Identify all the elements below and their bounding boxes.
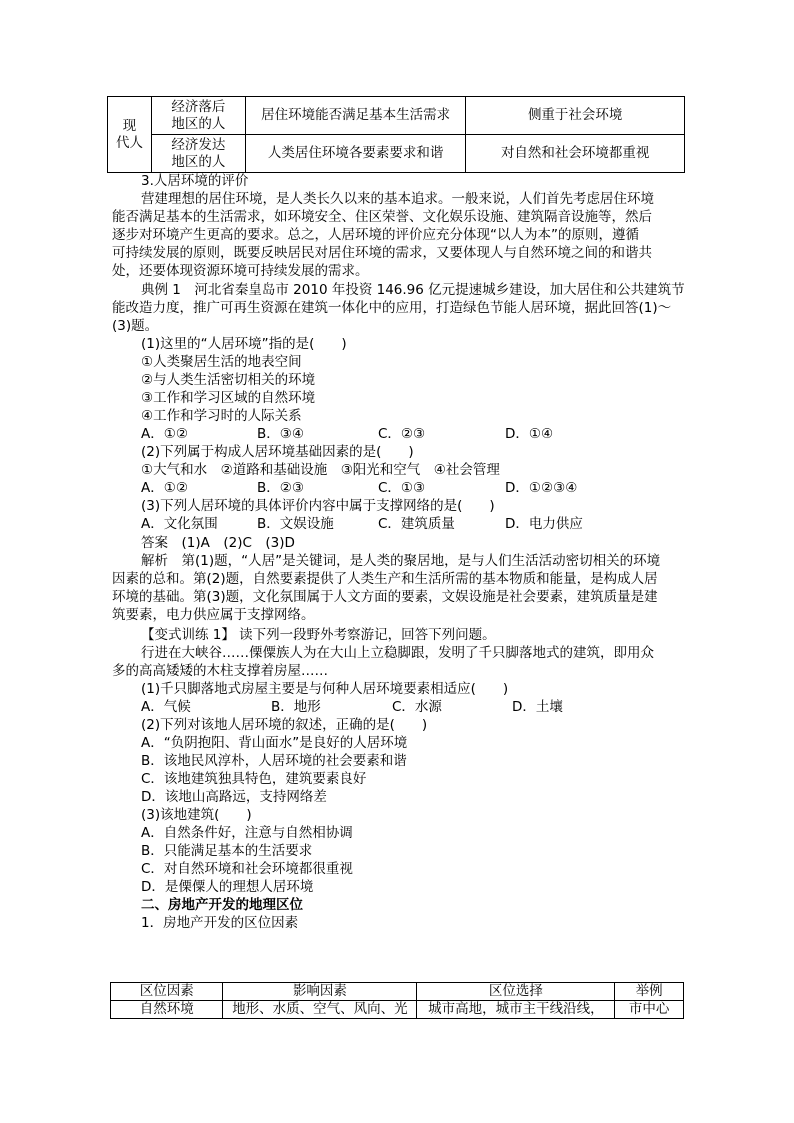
analysis-line: 环境的基础。第(3)题，文化氛围属于人文方面的要素，文娱设施是社会要素，建筑质量是建 [112, 589, 658, 605]
question-item: ②与人类生活密切相关的环境 [141, 372, 316, 388]
passage-line: 多的高高矮矮的木柱支撑着房屋…… [112, 663, 328, 679]
analysis-line: 因素的总和。第(2)题，自然要素提供了人类生产和生活所需的基本物质和能量，是构成人居 [112, 571, 658, 587]
example-line: 典例 1 河北省秦皇岛市 2010 年投资 146.96 亿元提速城乡建设，加大居住和公共建筑节 [141, 282, 685, 298]
table-cell: 经济发达 地区的人 [151, 135, 245, 173]
option: A．“负阴抱阳、背山面水”是良好的人居环境 [141, 735, 408, 751]
paragraph-line: 处，还要体现资源环境可持续发展的需求。 [112, 263, 369, 279]
table-cell: 人类居住环境各要素要求和谐 [245, 135, 466, 173]
section-title: 3.人居环境的评价 [141, 173, 249, 189]
option: B．只能满足基本的生活要求 [141, 843, 313, 859]
option: A．自然条件好，注意与自然相协调 [141, 825, 353, 841]
passage-line: 行进在大峡谷……傈僳族人为在大山上立稳脚跟，发明了千只脚落地式的建筑，即用众 [141, 645, 654, 661]
example-line: 能改造力度，推广可再生资源在建筑一体化中的应用，打造绿色节能人居环境，据此回答(1)～ [112, 300, 672, 316]
question-stem: (1)千只脚落地式房屋主要是与何种人居环境要素相适应( ) [141, 681, 509, 697]
options-row [141, 425, 611, 443]
option: C．该地建筑独具特色，建筑要素良好 [141, 771, 367, 787]
option: B．②③ [257, 480, 304, 496]
table-cell: 市中心 [615, 1001, 684, 1019]
options-row [141, 515, 611, 533]
option: C．对自然环境和社会环境都很重视 [141, 861, 353, 877]
question-stem: (3)该地建筑( ) [141, 807, 252, 823]
table-cell: 居住环境能否满足基本生活需求 [245, 97, 466, 135]
sub-heading: 1．房地产开发的区位因素 [141, 915, 299, 931]
group-label: 现 代人 [115, 117, 143, 151]
option: A．气候 [141, 699, 191, 715]
table-header: 举例 [615, 983, 684, 1001]
analysis-line: 解析 第(1)题，“人居”是关键词，是人类的聚居地，是与人们生活活动密切相关的环境 [141, 553, 661, 569]
option: B．该地民风淳朴，人居环境的社会要素和谐 [141, 753, 407, 769]
option: B．地形 [271, 699, 321, 715]
option: C．建筑质量 [378, 516, 455, 532]
question-item: ①人类聚居生活的地表空间 [141, 354, 302, 370]
table-cell: 经济落后 地区的人 [151, 97, 245, 135]
answer-line: 答案 (1)A (2)C (3)D [141, 535, 295, 551]
question-item: ③工作和学习区域的自然环境 [141, 390, 316, 406]
table-header: 区位因素 [111, 983, 223, 1001]
option: D．该地山高路远，支持网络差 [141, 789, 327, 805]
option: A．①② [141, 426, 188, 442]
option: D．①④ [505, 426, 554, 442]
question-stem: (3)下列人居环境的具体评价内容中属于支撑网络的是( ) [141, 498, 495, 514]
paragraph-line: 能否满足基本的生活需求，如环境安全、住区荣誉、文化娱乐设施、建筑隔音设施等，然后 [112, 209, 652, 225]
table-cell: 地形、水质、空气、风向、光 [223, 1001, 417, 1019]
group-label-cell [108, 97, 152, 173]
option: A．①② [141, 480, 188, 496]
practice-title: 【变式训练 1】 读下列一段野外考察游记，回答下列问题。 [141, 627, 496, 643]
question-stem: (2)下列属于构成人居环境基础因素的是( ) [141, 444, 414, 460]
option: D．土壤 [512, 699, 563, 715]
option: B．文娱设施 [257, 516, 334, 532]
location-factor-table [110, 982, 684, 1019]
paragraph-line: 可持续发展的原则，既要反映居民对居住环境的需求，又要体现人与自然环境之间的和谐共 [112, 245, 652, 261]
analysis-line: 筑要素，电力供应属于支撑网络。 [112, 607, 315, 623]
table-header: 影响因素 [223, 983, 417, 1001]
table-header: 区位选择 [417, 983, 615, 1001]
option: C．①③ [378, 480, 426, 496]
option: A．文化氛围 [141, 516, 218, 532]
option: D．①②③④ [505, 480, 578, 496]
question-item: ①大气和水 ②道路和基础设施 ③阳光和空气 ④社会管理 [141, 462, 500, 478]
option: C．水源 [392, 699, 442, 715]
options-row [141, 698, 611, 716]
comparison-table [107, 96, 685, 173]
option: D．电力供应 [505, 516, 583, 532]
option: C．②③ [378, 426, 426, 442]
options-row [141, 479, 611, 497]
paragraph-line: 营建理想的居住环境，是人类长久以来的基本追求。一般来说，人们首先考虑居住环境 [141, 191, 654, 207]
option: D．是傈僳人的理想人居环境 [141, 879, 314, 895]
table-cell: 自然环境 [111, 1001, 223, 1019]
question-stem: (1)这里的“人居环境”指的是( ) [141, 336, 347, 352]
section-heading: 二、房地产开发的地理区位 [141, 897, 303, 913]
question-item: ④工作和学习时的人际关系 [141, 408, 302, 424]
question-stem: (2)下列对该地人居环境的叙述，正确的是( ) [141, 717, 428, 733]
table-cell: 对自然和社会环境都重视 [466, 135, 685, 173]
table-cell: 城市高地，城市主干线沿线， [417, 1001, 615, 1019]
table-cell: 侧重于社会环境 [466, 97, 685, 135]
paragraph-line: 逐步对环境产生更高的要求。总之，人居环境的评价应充分体现“以人为本”的原则，遵循 [112, 227, 639, 243]
example-line: (3)题。 [112, 318, 159, 334]
option: B．③④ [257, 426, 304, 442]
